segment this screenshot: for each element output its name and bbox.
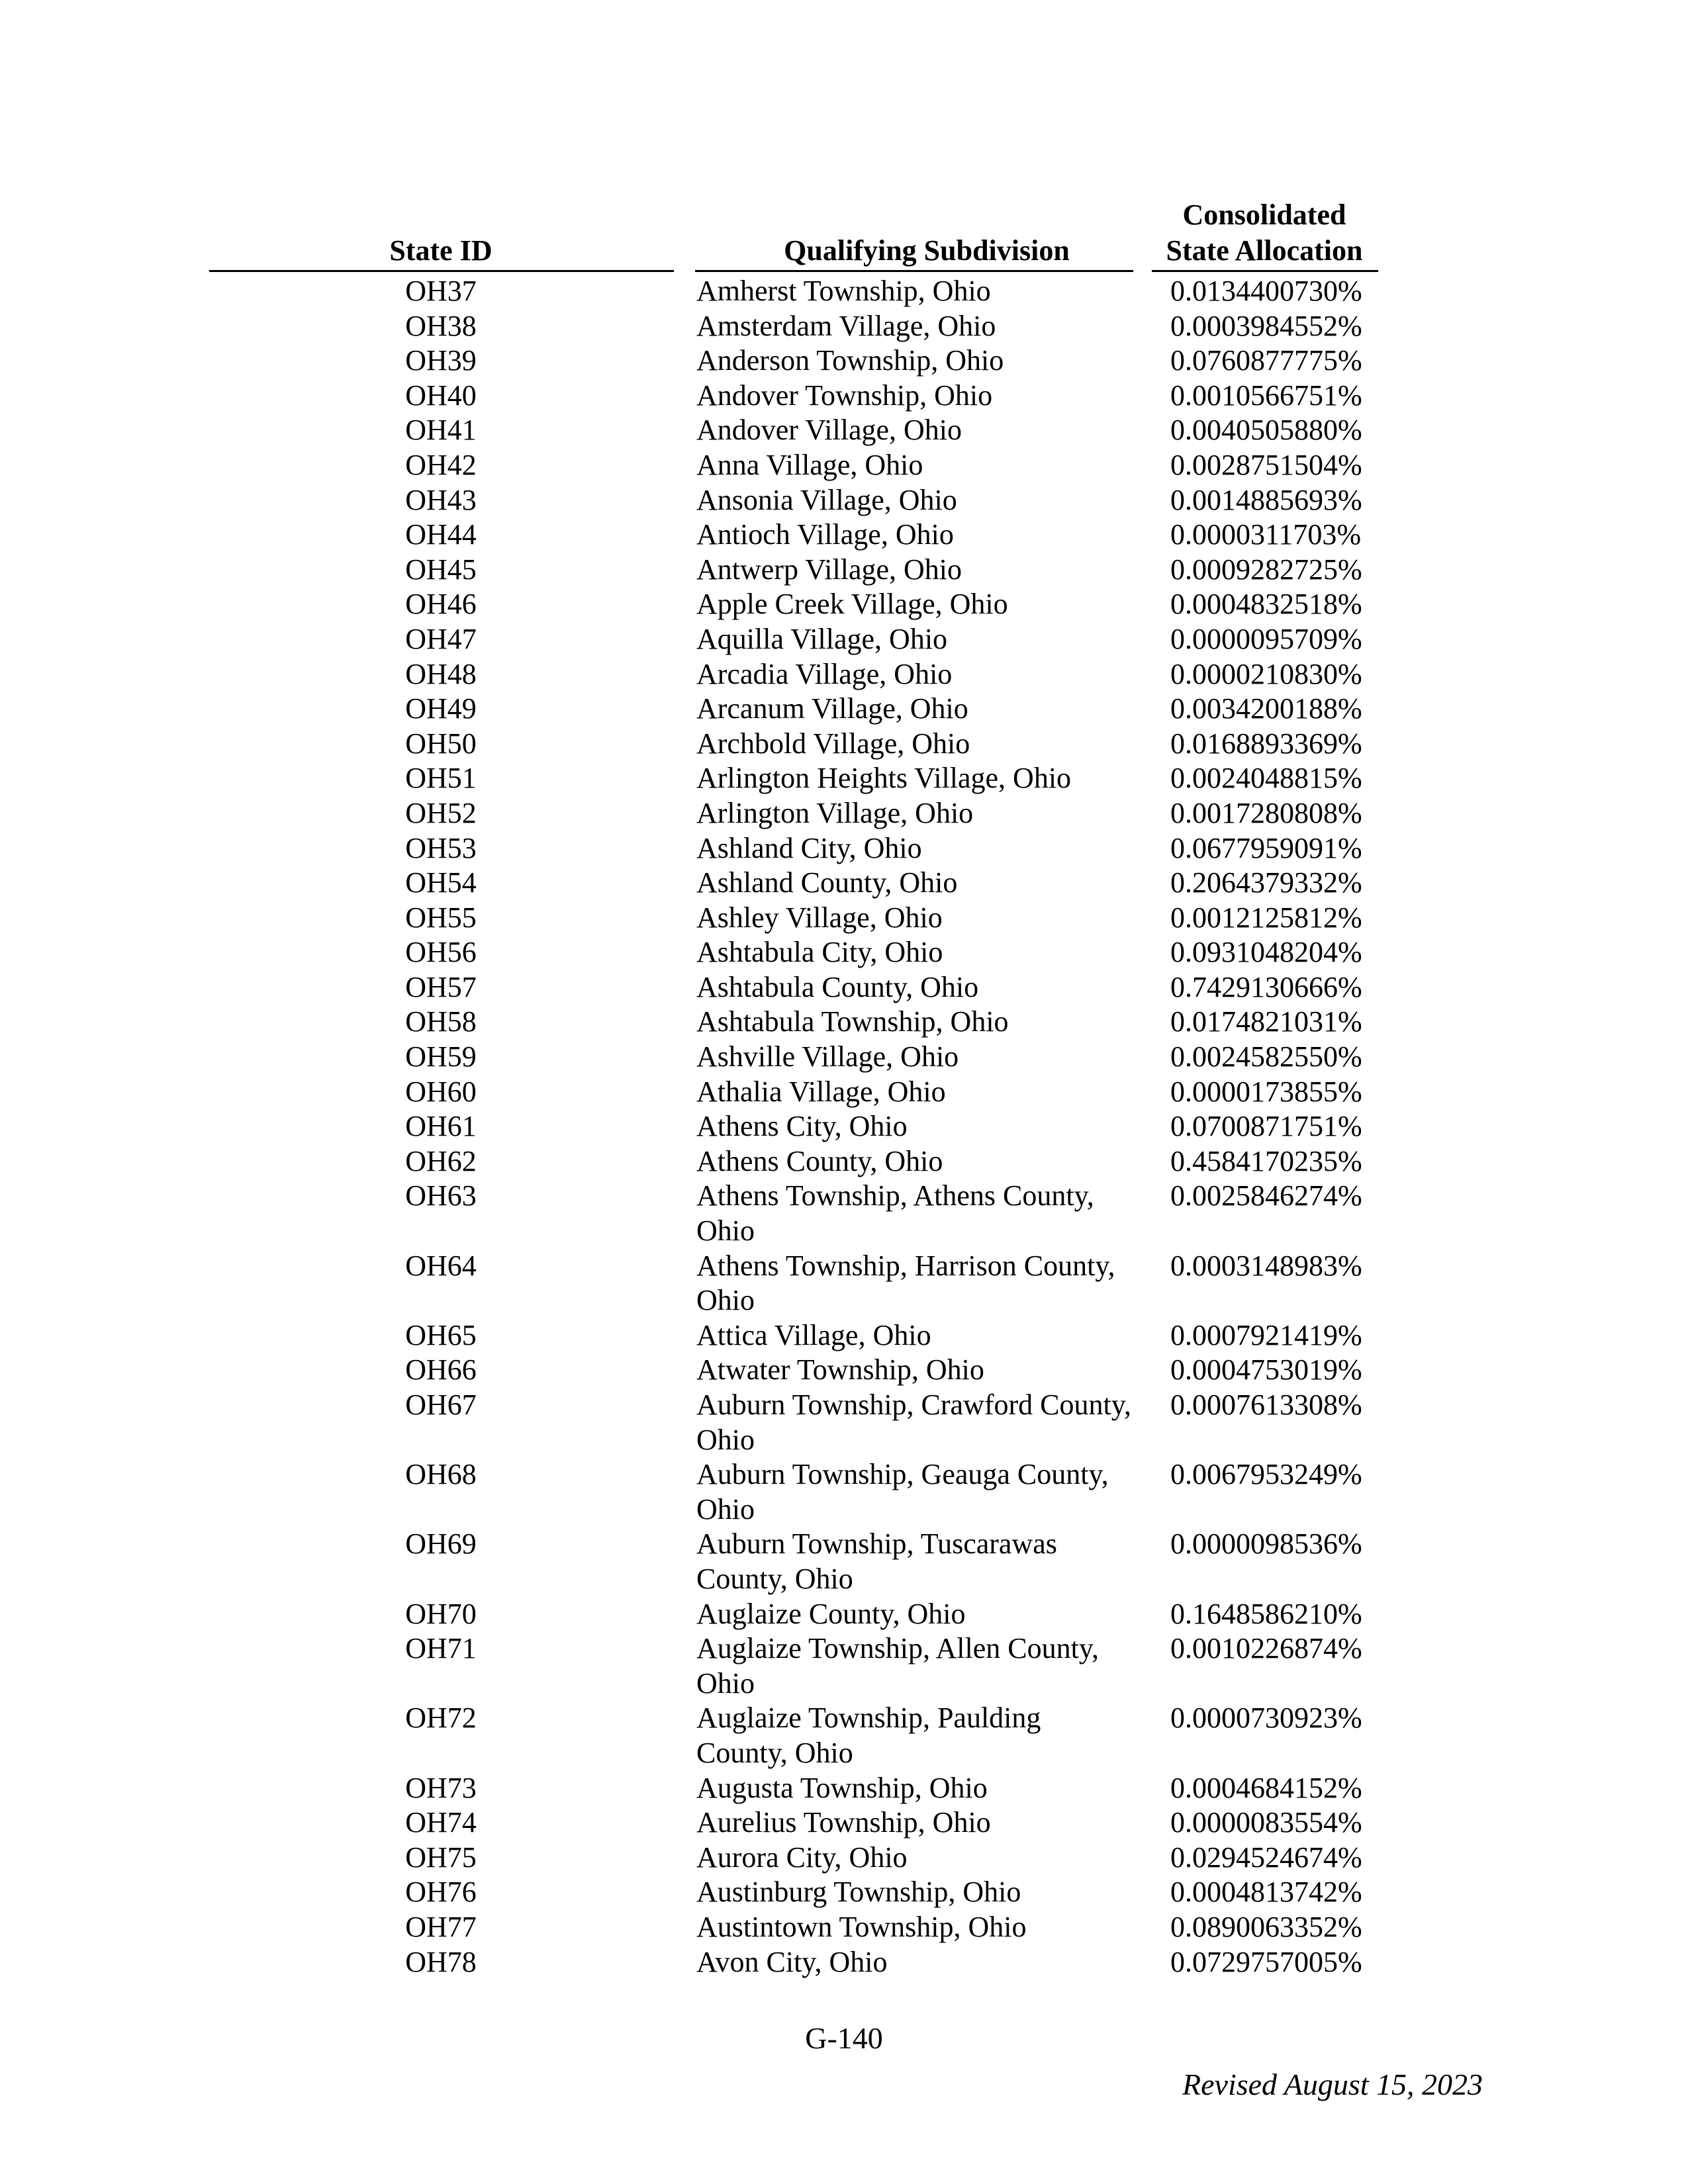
subdivision-cell: Amsterdam Village, Ohio — [696, 309, 996, 342]
allocation-cell: 0.0034200188% — [1170, 692, 1362, 725]
subdivision-cell: Arcanum Village, Ohio — [696, 692, 968, 725]
table-row — [0, 553, 1688, 588]
subdivision-cell: Auglaize Township, Allen County, Ohio — [696, 1632, 1099, 1700]
state-id-cell: OH66 — [405, 1353, 477, 1387]
allocation-cell: 0.0000730923% — [1170, 1702, 1362, 1735]
subdivision-cell: Austintown Township, Ohio — [696, 1910, 1027, 1943]
allocation-cell: 0.0760877775% — [1170, 344, 1362, 377]
state-id-cell: OH69 — [405, 1527, 477, 1561]
state-id-cell: OH44 — [405, 518, 477, 551]
state-id-cell: OH48 — [405, 657, 477, 690]
allocation-cell: 0.0067953249% — [1170, 1458, 1362, 1491]
state-id-cell: OH53 — [405, 831, 477, 864]
header-allocation-line1: Consolidated — [1182, 199, 1346, 231]
subdivision-cell: Arlington Heights Village, Ohio — [696, 762, 1072, 795]
table-row — [0, 587, 1688, 622]
allocation-cell: 0.0012125812% — [1170, 901, 1362, 934]
state-id-cell: OH61 — [405, 1110, 477, 1143]
state-id-cell: OH43 — [405, 483, 477, 516]
subdivision-cell: Anderson Township, Ohio — [696, 344, 1004, 377]
subdivision-cell: Auglaize County, Ohio — [696, 1597, 966, 1630]
state-id-cell: OH46 — [405, 588, 477, 621]
table-row — [0, 1910, 1688, 1945]
allocation-cell: 0.0024048815% — [1170, 762, 1362, 795]
allocation-cell: 0.0007613308% — [1170, 1388, 1362, 1421]
subdivision-cell: Avon City, Ohio — [696, 1945, 888, 1978]
table-row — [0, 866, 1688, 901]
subdivision-cell: Antioch Village, Ohio — [696, 518, 954, 551]
page-number: G-140 — [805, 2021, 883, 2055]
table-row — [0, 1945, 1688, 1980]
allocation-cell: 0.2064379332% — [1170, 866, 1362, 899]
allocation-cell: 0.0007921419% — [1170, 1318, 1362, 1351]
state-id-cell: OH47 — [405, 622, 477, 655]
state-id-cell: OH51 — [405, 762, 477, 795]
table-row — [0, 692, 1688, 727]
subdivision-cell: Ashley Village, Ohio — [696, 901, 943, 934]
allocation-cell: 0.0000311703% — [1170, 518, 1362, 551]
subdivision-cell: Athens County, Ohio — [696, 1144, 943, 1177]
table-row — [0, 727, 1688, 762]
state-id-cell: OH78 — [405, 1945, 477, 1978]
state-id-cell: OH38 — [405, 309, 477, 342]
table-row — [0, 622, 1688, 657]
table-row — [0, 309, 1688, 344]
subdivision-cell: Athalia Village, Ohio — [696, 1075, 946, 1108]
subdivision-cell: Apple Creek Village, Ohio — [696, 588, 1008, 621]
allocation-cell: 0.0000210830% — [1170, 657, 1362, 690]
table-row — [0, 1353, 1688, 1388]
state-id-cell: OH77 — [405, 1910, 477, 1943]
table-row — [0, 1457, 1688, 1527]
state-id-cell: OH55 — [405, 901, 477, 934]
allocation-cell: 0.4584170235% — [1170, 1144, 1362, 1177]
table-row — [0, 970, 1688, 1005]
subdivision-cell: Ashtabula Township, Ohio — [696, 1005, 1009, 1038]
subdivision-cell: Ansonia Village, Ohio — [696, 483, 957, 516]
subdivision-cell: Andover Village, Ohio — [696, 414, 962, 447]
allocation-cell: 0.0010566751% — [1170, 379, 1362, 412]
table-row — [0, 1005, 1688, 1040]
subdivision-cell: Attica Village, Ohio — [696, 1318, 931, 1351]
subdivision-cell: Athens Township, Harrison County, Ohio — [696, 1249, 1115, 1317]
table-row — [0, 1249, 1688, 1318]
subdivision-cell: Andover Township, Ohio — [696, 379, 993, 412]
subdivision-cell: Amherst Township, Ohio — [696, 275, 991, 307]
allocation-cell: 0.0010226874% — [1170, 1632, 1362, 1665]
state-id-cell: OH42 — [405, 448, 477, 481]
allocation-cell: 0.0024582550% — [1170, 1040, 1362, 1073]
subdivision-cell: Austinburg Township, Ohio — [696, 1876, 1021, 1909]
subdivision-cell: Augusta Township, Ohio — [696, 1771, 988, 1804]
state-id-cell: OH63 — [405, 1179, 477, 1212]
allocation-cell: 0.0000095709% — [1170, 622, 1362, 655]
state-id-cell: OH52 — [405, 796, 477, 829]
table-row — [0, 657, 1688, 692]
allocation-cell: 0.0003984552% — [1170, 309, 1362, 342]
state-id-cell: OH41 — [405, 414, 477, 447]
state-id-cell: OH73 — [405, 1771, 477, 1804]
subdivision-cell: Antwerp Village, Ohio — [696, 553, 962, 586]
header-rule-subdivision — [695, 270, 1133, 272]
table-row — [0, 1875, 1688, 1910]
table-row — [0, 1109, 1688, 1144]
state-id-cell: OH49 — [405, 692, 477, 725]
allocation-cell: 0.0025846274% — [1170, 1179, 1362, 1212]
allocation-cell: 0.0004813742% — [1170, 1876, 1362, 1909]
allocation-cell: 0.0000083554% — [1170, 1806, 1362, 1839]
allocation-cell: 0.1648586210% — [1170, 1597, 1362, 1630]
header-consolidated-state-allocation — [1152, 197, 1377, 269]
allocation-cell: 0.0004832518% — [1170, 588, 1362, 621]
subdivision-cell: Ashtabula City, Ohio — [696, 936, 943, 969]
state-id-cell: OH37 — [405, 275, 477, 307]
table-row — [0, 448, 1688, 483]
table-row — [0, 274, 1688, 309]
state-id-cell: OH58 — [405, 1005, 477, 1038]
table-row — [0, 761, 1688, 796]
table-row — [0, 1040, 1688, 1075]
subdivision-cell: Anna Village, Ohio — [696, 448, 923, 481]
subdivision-cell: Ashville Village, Ohio — [696, 1040, 959, 1073]
state-id-cell: OH64 — [405, 1249, 477, 1282]
table-row — [0, 1805, 1688, 1841]
allocation-cell: 0.0040505880% — [1170, 414, 1362, 447]
table-row — [0, 379, 1688, 414]
state-id-cell: OH57 — [405, 970, 477, 1003]
subdivision-cell: Arlington Village, Ohio — [696, 796, 974, 829]
table-row — [0, 1144, 1688, 1179]
allocation-cell: 0.0014885693% — [1170, 483, 1362, 516]
header-allocation-line2: State Allocation — [1166, 234, 1363, 267]
allocation-cell: 0.0004753019% — [1170, 1353, 1362, 1387]
allocation-cell: 0.0028751504% — [1170, 448, 1362, 481]
allocation-cell: 0.0000098536% — [1170, 1527, 1362, 1561]
table-row — [0, 1075, 1688, 1110]
state-id-cell: OH60 — [405, 1075, 477, 1108]
state-id-cell: OH74 — [405, 1806, 477, 1839]
header-rule-state-id — [209, 270, 674, 272]
state-id-cell: OH40 — [405, 379, 477, 412]
subdivision-cell: Ashtabula County, Ohio — [696, 970, 979, 1003]
subdivision-cell: Auburn Township, Tuscarawas County, Ohio — [696, 1527, 1057, 1595]
allocation-cell: 0.7429130666% — [1170, 970, 1362, 1003]
allocation-cell: 0.0677959091% — [1170, 831, 1362, 864]
allocation-cell: 0.0294524674% — [1170, 1841, 1362, 1874]
subdivision-cell: Aquilla Village, Ohio — [696, 622, 948, 655]
subdivision-cell: Atwater Township, Ohio — [696, 1353, 984, 1387]
table-row — [0, 518, 1688, 553]
subdivision-cell: Auburn Township, Geauga County, Ohio — [696, 1458, 1109, 1525]
state-id-cell: OH62 — [405, 1144, 477, 1177]
subdivision-cell: Ashland County, Ohio — [696, 866, 958, 899]
state-id-cell: OH50 — [405, 727, 477, 760]
table-row — [0, 1527, 1688, 1596]
revised-date: Revised August 15, 2023 — [1182, 2068, 1483, 2101]
state-id-cell: OH59 — [405, 1040, 477, 1073]
allocation-cell: 0.0009282725% — [1170, 553, 1362, 586]
subdivision-cell: Archbold Village, Ohio — [696, 727, 970, 760]
state-id-cell: OH76 — [405, 1876, 477, 1909]
header-qualifying-subdivision: Qualifying Subdivision — [784, 234, 1070, 267]
state-id-cell: OH39 — [405, 344, 477, 377]
table-row — [0, 483, 1688, 518]
table-row — [0, 1388, 1688, 1457]
table-row — [0, 796, 1688, 831]
state-id-cell: OH75 — [405, 1841, 477, 1874]
subdivision-cell: Athens City, Ohio — [696, 1110, 908, 1143]
table-row — [0, 1771, 1688, 1806]
allocation-cell: 0.0890063352% — [1170, 1910, 1362, 1943]
state-id-cell: OH54 — [405, 866, 477, 899]
state-id-cell: OH56 — [405, 936, 477, 969]
table-row — [0, 343, 1688, 379]
subdivision-cell: Athens Township, Athens County, Ohio — [696, 1179, 1094, 1248]
allocation-cell: 0.0174821031% — [1170, 1005, 1362, 1038]
table-row — [0, 901, 1688, 936]
state-id-cell: OH70 — [405, 1597, 477, 1630]
allocation-cell: 0.0003148983% — [1170, 1249, 1362, 1282]
header-rule-allocation — [1152, 270, 1378, 272]
allocation-cell: 0.0004684152% — [1170, 1771, 1362, 1804]
allocation-cell: 0.0700871751% — [1170, 1110, 1362, 1143]
subdivision-cell: Auglaize Township, Paulding County, Ohio — [696, 1702, 1041, 1769]
header-state-id: State ID — [389, 234, 492, 267]
table-row — [0, 1597, 1688, 1632]
subdivision-cell: Aurora City, Ohio — [696, 1841, 908, 1874]
allocation-table-body — [0, 274, 1688, 1979]
subdivision-cell: Aurelius Township, Ohio — [696, 1806, 991, 1839]
allocation-cell: 0.0017280808% — [1170, 796, 1362, 829]
allocation-cell: 0.0134400730% — [1170, 275, 1362, 307]
subdivision-cell: Ashland City, Ohio — [696, 831, 922, 864]
table-row — [0, 1841, 1688, 1876]
table-row — [0, 1631, 1688, 1701]
table-row — [0, 413, 1688, 448]
state-id-cell: OH72 — [405, 1702, 477, 1735]
state-id-cell: OH45 — [405, 553, 477, 586]
table-row — [0, 831, 1688, 866]
allocation-cell: 0.0931048204% — [1170, 936, 1362, 969]
allocation-cell: 0.0729757005% — [1170, 1945, 1362, 1978]
state-id-cell: OH65 — [405, 1318, 477, 1351]
table-row — [0, 1318, 1688, 1353]
allocation-cell: 0.0168893369% — [1170, 727, 1362, 760]
table-row — [0, 1701, 1688, 1770]
table-row — [0, 1179, 1688, 1248]
allocation-cell: 0.0000173855% — [1170, 1075, 1362, 1108]
state-id-cell: OH68 — [405, 1458, 477, 1491]
subdivision-cell: Arcadia Village, Ohio — [696, 657, 953, 690]
subdivision-cell: Auburn Township, Crawford County, Ohio — [696, 1388, 1131, 1456]
state-id-cell: OH67 — [405, 1388, 477, 1421]
state-id-cell: OH71 — [405, 1632, 477, 1665]
table-row — [0, 935, 1688, 970]
